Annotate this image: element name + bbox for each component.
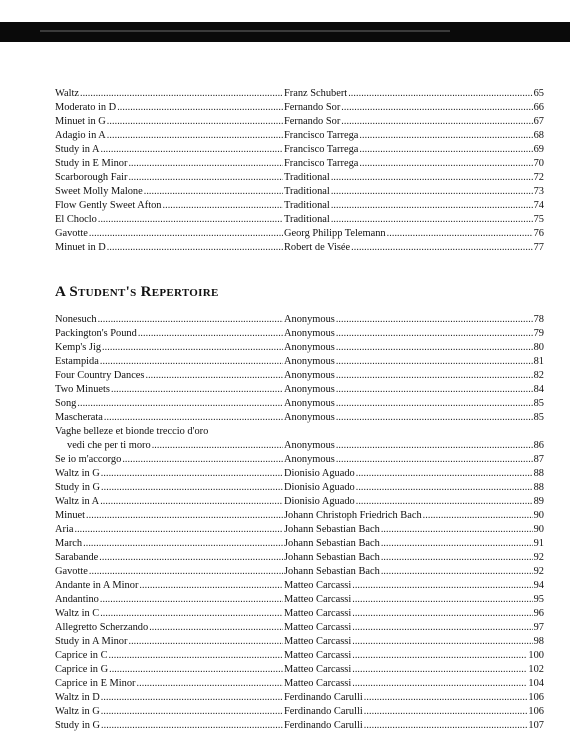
entry-page-number: 102 [528, 664, 544, 675]
contents-entry [55, 523, 544, 537]
entry-page-number: 90 [533, 524, 544, 535]
dot-leader [104, 411, 283, 425]
entry-composer: Johann Sebastian Bach [284, 552, 380, 563]
entry-title: Flow Gently Sweet Afton [55, 200, 162, 211]
dot-leader [107, 115, 283, 129]
dot-leader [74, 523, 283, 537]
dot-leader [138, 327, 283, 341]
contents-entry [55, 635, 544, 649]
entry-composer: Anonymous [284, 370, 335, 381]
dot-leader [336, 369, 533, 383]
dot-leader [128, 157, 283, 171]
dot-leader [352, 663, 527, 677]
entry-page-number: 68 [533, 130, 544, 141]
entry-composer: Matteo Carcassi [284, 636, 352, 647]
entry-page-number: 89 [533, 496, 544, 507]
entry-composer: Ferdinando Carulli [284, 692, 363, 703]
entry-title: El Choclo [55, 214, 97, 225]
entry-title: Kemp's Jig [55, 342, 102, 353]
dot-leader [128, 635, 283, 649]
contents-entry [55, 705, 544, 719]
entry-title: Gavotte [55, 566, 88, 577]
entry-composer: Dionisio Aguado [284, 482, 355, 493]
contents-entry [55, 227, 544, 241]
dot-leader [341, 115, 532, 129]
dot-leader [381, 551, 533, 565]
contents-entry [55, 621, 544, 635]
entry-page-number: 73 [533, 186, 544, 197]
contents-entry [55, 171, 544, 185]
contents-list-top [55, 87, 544, 255]
dot-leader [359, 157, 532, 171]
entry-page-number: 106 [528, 692, 544, 703]
dot-leader [331, 171, 533, 185]
dot-leader [336, 341, 533, 355]
dot-leader [101, 719, 283, 733]
entry-title: Two Minuets [55, 384, 110, 395]
entry-page-number: 72 [533, 172, 544, 183]
dot-leader [101, 467, 283, 481]
contents-entry [55, 467, 544, 481]
entry-composer: Anonymous [284, 342, 335, 353]
entry-title: Waltz in D [55, 692, 100, 703]
entry-page-number: 104 [528, 678, 544, 689]
dot-leader [352, 649, 527, 663]
contents-entry [55, 425, 544, 439]
dot-leader [336, 383, 533, 397]
dot-leader [387, 227, 533, 241]
entry-page-number: 94 [533, 580, 544, 591]
dot-leader [117, 101, 283, 115]
dot-leader [341, 101, 532, 115]
entry-page-number: 92 [533, 566, 544, 577]
dot-leader [331, 213, 533, 227]
entry-page-number: 87 [533, 454, 544, 465]
dot-leader [144, 185, 283, 199]
dot-leader [100, 607, 283, 621]
contents-entry [55, 495, 544, 509]
dot-leader [86, 509, 283, 523]
entry-title: vedi che per ti moro [67, 440, 151, 451]
dot-leader [356, 495, 533, 509]
contents-entry [55, 481, 544, 495]
entry-title: Gavotte [55, 228, 88, 239]
contents-entry [55, 593, 544, 607]
entry-title: Allegretto Scherzando [55, 622, 149, 633]
contents-entry [55, 579, 544, 593]
dot-leader [100, 355, 283, 369]
dot-leader [336, 313, 533, 327]
dot-leader [336, 411, 533, 425]
entry-composer: Francisco Tarrega [284, 130, 359, 141]
section-title: A Student's Repertoire [55, 284, 219, 300]
contents-entry [55, 607, 544, 621]
entry-composer: Ferdinando Carulli [284, 706, 363, 717]
entry-composer: Traditional [284, 200, 330, 211]
entry-title: Sweet Molly Malone [55, 186, 143, 197]
dot-leader [352, 593, 532, 607]
entry-title: Adagio in A [55, 130, 106, 141]
entry-composer: Anonymous [284, 384, 335, 395]
contents-entry [55, 87, 544, 101]
entry-composer: Matteo Carcassi [284, 650, 352, 661]
contents-entry [55, 213, 544, 227]
entry-page-number: 86 [533, 440, 544, 451]
dot-leader [336, 397, 533, 411]
contents-entry [55, 649, 544, 663]
dot-leader [352, 579, 532, 593]
contents-entry [55, 663, 544, 677]
contents-entry [55, 677, 544, 691]
entry-title: March [55, 538, 83, 549]
dot-leader [100, 593, 283, 607]
entry-composer: Johann Christoph Friedrich Bach [284, 510, 422, 521]
dot-leader [137, 677, 283, 691]
contents-entry [55, 115, 544, 129]
dot-leader [364, 719, 528, 733]
entry-composer: Johann Sebastian Bach [284, 524, 380, 535]
contents-entry [55, 129, 544, 143]
entry-page-number: 78 [533, 314, 544, 325]
entry-title: Study in A Minor [55, 636, 128, 647]
entry-page-number: 66 [533, 102, 544, 113]
entry-composer: Fernando Sor [284, 116, 341, 127]
dot-leader [381, 537, 533, 551]
entry-title: Four Country Dances [55, 370, 145, 381]
entry-composer: Traditional [284, 186, 330, 197]
entry-page-number: 97 [533, 622, 544, 633]
entry-title: Waltz in A [55, 496, 100, 507]
entry-composer: Franz Schubert [284, 88, 348, 99]
dot-leader [381, 523, 533, 537]
entry-composer: Matteo Carcassi [284, 664, 352, 675]
dot-leader [381, 565, 533, 579]
dot-leader [356, 467, 533, 481]
entry-title: Study in G [55, 482, 101, 493]
entry-composer: Matteo Carcassi [284, 678, 352, 689]
entry-title: Minuet in D [55, 242, 106, 253]
contents-entry [55, 537, 544, 551]
entry-page-number: 88 [533, 482, 544, 493]
dot-leader [336, 327, 533, 341]
contents-entry [55, 369, 544, 383]
entry-title: Waltz in C [55, 608, 100, 619]
dot-leader [80, 87, 283, 101]
entry-title: Study in G [55, 720, 101, 731]
contents-entry [55, 355, 544, 369]
dot-leader [111, 383, 283, 397]
entry-page-number: 95 [533, 594, 544, 605]
dot-leader [356, 481, 533, 495]
dot-leader [336, 453, 533, 467]
entry-page-number: 92 [533, 552, 544, 563]
entry-page-number: 90 [533, 510, 544, 521]
entry-page-number: 91 [533, 538, 544, 549]
entry-composer: Matteo Carcassi [284, 580, 352, 591]
entry-page-number: 70 [533, 158, 544, 169]
entry-composer: Fernando Sor [284, 102, 341, 113]
entry-page-number: 100 [528, 650, 544, 661]
dot-leader [352, 607, 532, 621]
dot-leader [128, 171, 283, 185]
entry-composer: Johann Sebastian Bach [284, 566, 380, 577]
entry-title: Aria [55, 524, 74, 535]
dot-leader [89, 565, 283, 579]
contents-entry [55, 383, 544, 397]
dot-leader [352, 677, 527, 691]
dot-leader [163, 199, 284, 213]
contents-entry [55, 241, 544, 255]
entry-composer: Anonymous [284, 356, 335, 367]
contents-list-repertoire [55, 313, 544, 733]
entry-title: Caprice in G [55, 664, 109, 675]
contents-entry [55, 157, 544, 171]
contents-entry [55, 565, 544, 579]
dot-leader [77, 397, 283, 411]
contents-entry [55, 101, 544, 115]
entry-composer: Ferdinando Carulli [284, 720, 363, 731]
contents-entry [55, 327, 544, 341]
entry-page-number: 85 [533, 398, 544, 409]
entry-page-number: 65 [533, 88, 544, 99]
contents-entry [55, 439, 544, 453]
entry-page-number: 69 [533, 144, 544, 155]
entry-title: Song [55, 398, 77, 409]
dot-leader [109, 663, 283, 677]
entry-title: Minuet in G [55, 116, 106, 127]
dot-leader [331, 185, 533, 199]
entry-title: Mascherata [55, 412, 103, 423]
entry-composer: Dionisio Aguado [284, 496, 355, 507]
dot-leader [359, 143, 532, 157]
entry-title: Minuet [55, 510, 86, 521]
contents-entry [55, 411, 544, 425]
entry-page-number: 88 [533, 468, 544, 479]
dot-leader [423, 509, 533, 523]
dot-leader [359, 129, 532, 143]
entry-title: Se io m'accorgo [55, 454, 122, 465]
dot-leader [101, 481, 283, 495]
entry-composer: Matteo Carcassi [284, 594, 352, 605]
entry-page-number: 84 [533, 384, 544, 395]
dot-leader [83, 537, 283, 551]
entry-title: Andante in A Minor [55, 580, 139, 591]
dot-leader [336, 439, 533, 453]
entry-title: Sarabande [55, 552, 99, 563]
dot-leader [101, 705, 283, 719]
entry-title: Andantino [55, 594, 99, 605]
entry-composer: Anonymous [284, 314, 335, 325]
dot-leader [352, 621, 532, 635]
entry-title: Vaghe belleze et bionde treccio d'oro [55, 426, 209, 437]
contents-entry [55, 551, 544, 565]
entry-title: Waltz [55, 88, 79, 99]
dot-leader [98, 313, 283, 327]
dot-leader [122, 453, 283, 467]
entry-title: Study in A [55, 144, 100, 155]
entry-page-number: 67 [533, 116, 544, 127]
entry-composer: Dionisio Aguado [284, 468, 355, 479]
entry-title: Caprice in E Minor [55, 678, 136, 689]
dot-leader [100, 495, 283, 509]
entry-composer: Matteo Carcassi [284, 622, 352, 633]
entry-composer: Georg Philipp Telemann [284, 228, 386, 239]
entry-composer: Anonymous [284, 454, 335, 465]
entry-title: Study in E Minor [55, 158, 128, 169]
entry-composer: Matteo Carcassi [284, 608, 352, 619]
dot-leader [152, 439, 283, 453]
dot-leader [109, 649, 283, 663]
dot-leader [139, 579, 283, 593]
dot-leader [149, 621, 283, 635]
entry-title: Waltz in G [55, 706, 100, 717]
entry-page-number: 98 [533, 636, 544, 647]
dot-leader [352, 635, 532, 649]
entry-page-number: 74 [533, 200, 544, 211]
header-bar [0, 22, 570, 42]
entry-composer: Anonymous [284, 440, 335, 451]
entry-composer: Francisco Tarrega [284, 158, 359, 169]
contents-entry [55, 199, 544, 213]
dot-leader [145, 369, 283, 383]
entry-composer: Anonymous [284, 398, 335, 409]
contents-entry [55, 313, 544, 327]
entry-composer: Anonymous [284, 412, 335, 423]
entry-title: Packington's Pound [55, 328, 137, 339]
contents-entry [55, 341, 544, 355]
dot-leader [102, 341, 283, 355]
entry-page-number: 106 [528, 706, 544, 717]
dot-leader [364, 705, 528, 719]
entry-page-number: 80 [533, 342, 544, 353]
entry-composer: Johann Sebastian Bach [284, 538, 380, 549]
entry-page-number: 79 [533, 328, 544, 339]
entry-composer: Traditional [284, 172, 330, 183]
entry-title: Nonesuch [55, 314, 97, 325]
entry-title: Moderato in D [55, 102, 117, 113]
dot-leader [351, 241, 532, 255]
dot-leader [98, 213, 283, 227]
contents-entry [55, 453, 544, 467]
entry-page-number: 96 [533, 608, 544, 619]
entry-composer: Anonymous [284, 328, 335, 339]
entry-page-number: 76 [533, 228, 544, 239]
contents-entry [55, 397, 544, 411]
entry-composer: Traditional [284, 214, 330, 225]
contents-entry [55, 143, 544, 157]
entry-page-number: 107 [528, 720, 544, 731]
dot-leader [107, 129, 283, 143]
contents-entry [55, 185, 544, 199]
entry-title: Estampida [55, 356, 99, 367]
entry-title: Scarborough Fair [55, 172, 128, 183]
entry-title: Waltz in G [55, 468, 100, 479]
dot-leader [364, 691, 528, 705]
entry-page-number: 81 [533, 356, 544, 367]
entry-page-number: 77 [533, 242, 544, 253]
contents-entry [55, 719, 544, 733]
dot-leader [331, 199, 533, 213]
dot-leader [101, 691, 283, 705]
dot-leader [100, 143, 283, 157]
entry-composer: Robert de Visée [284, 242, 351, 253]
contents-entry [55, 509, 544, 523]
dot-leader [89, 227, 283, 241]
dot-leader [107, 241, 283, 255]
dot-leader [336, 355, 533, 369]
entry-page-number: 82 [533, 370, 544, 381]
dot-leader [99, 551, 283, 565]
entry-title: Caprice in C [55, 650, 108, 661]
dot-leader [348, 87, 532, 101]
entry-page-number: 85 [533, 412, 544, 423]
entry-page-number: 75 [533, 214, 544, 225]
contents-entry [55, 691, 544, 705]
entry-composer: Francisco Tarrega [284, 144, 359, 155]
